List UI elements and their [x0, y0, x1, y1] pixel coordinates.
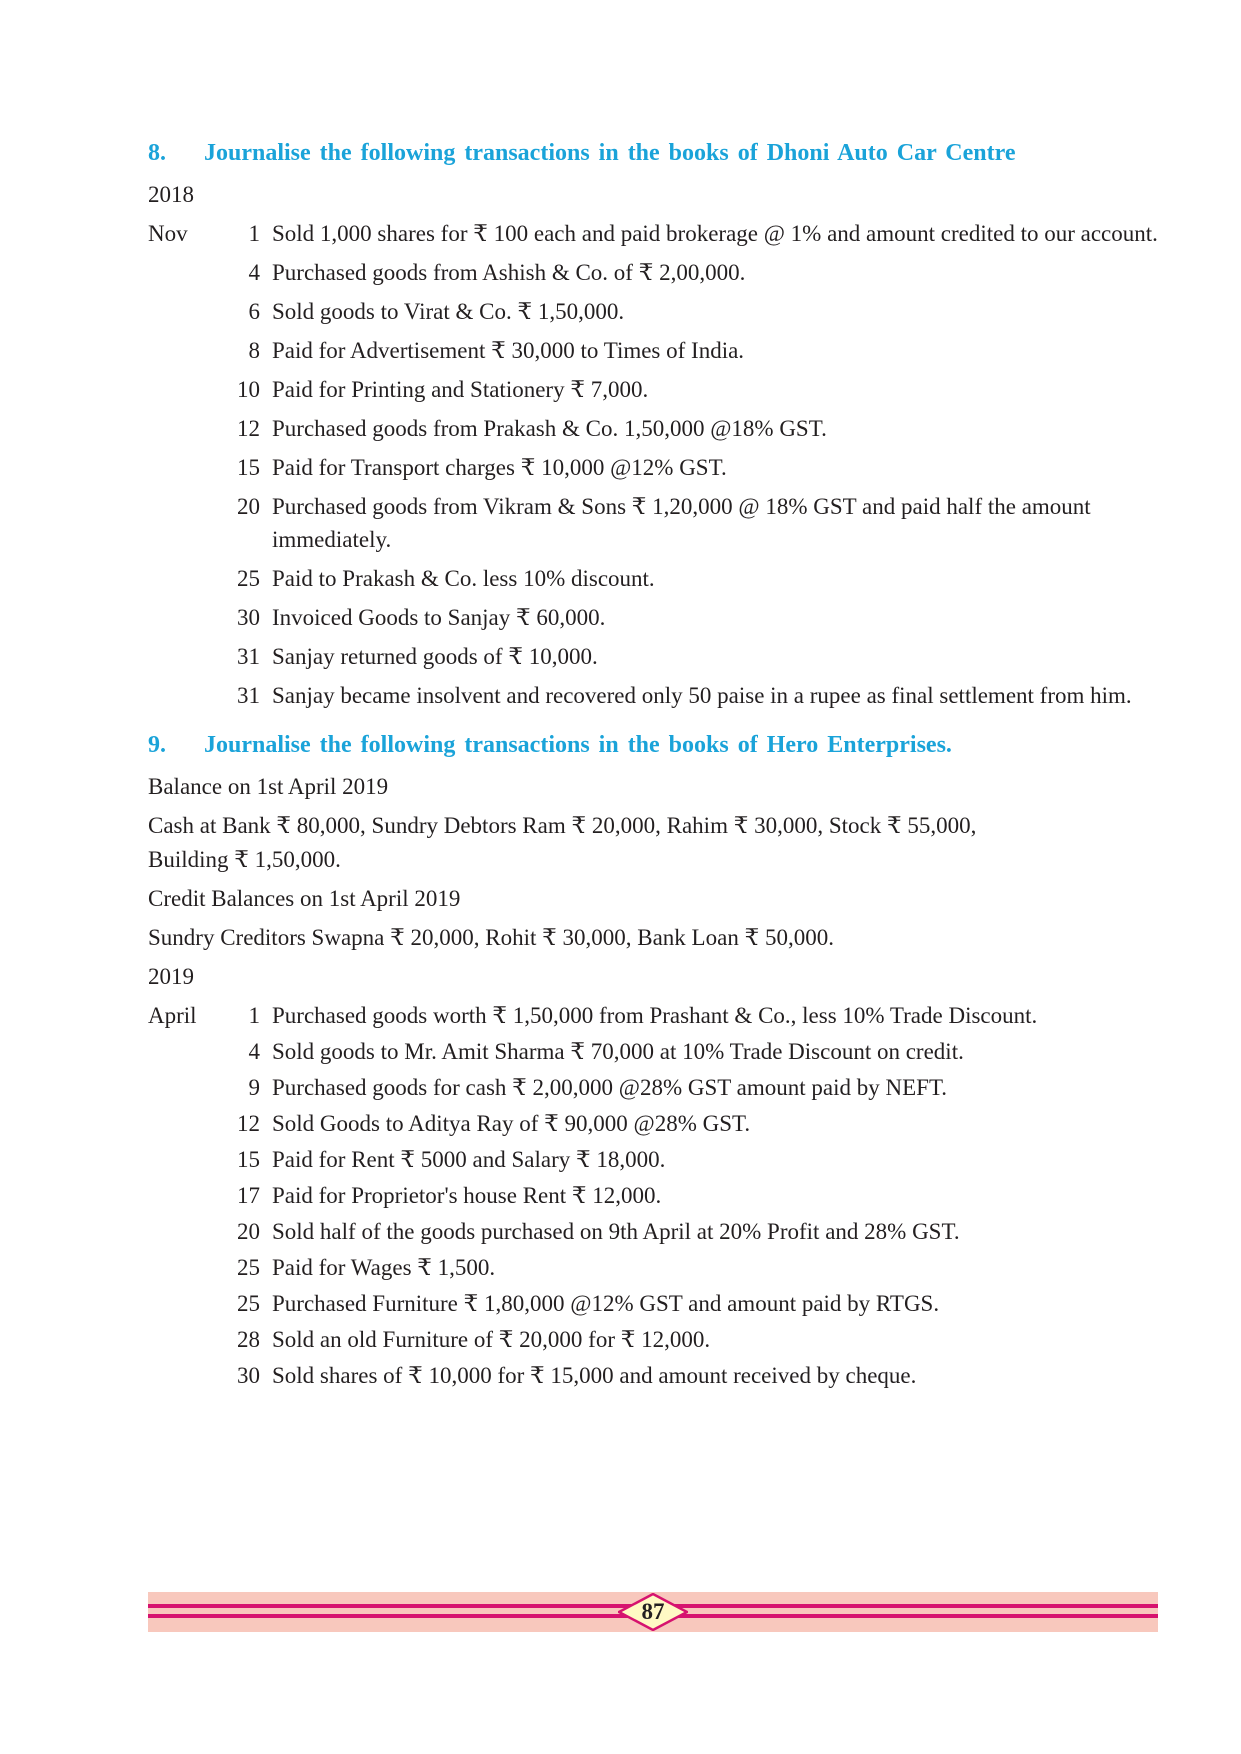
transaction-text: Paid for Printing and Stationery ₹ 7,000. — [272, 377, 649, 402]
transaction-list — [148, 217, 1158, 712]
transaction-row — [148, 1071, 1158, 1104]
day-label: 25 — [237, 1291, 260, 1316]
transaction-row — [148, 1035, 1158, 1068]
month-label — [148, 1035, 220, 1068]
transaction-text: Purchased goods from Prakash & Co. 1,50,000 @18% GST. — [272, 416, 827, 441]
transaction-text: Sold goods to Mr. Amit Sharma ₹ 70,000 at 10% Trade Discount on credit. — [272, 1039, 964, 1064]
page-footer — [148, 1592, 1158, 1632]
transaction-list — [148, 999, 1158, 1392]
transaction-row — [148, 640, 1158, 673]
question-title: Journalise the following transactions in the books of Hero Enterprises. — [204, 732, 952, 758]
day-label: 25 — [237, 1255, 260, 1280]
day-label: 6 — [248, 299, 260, 324]
transaction-row — [148, 1359, 1158, 1392]
question-8-heading — [148, 140, 1158, 178]
transaction-text: Purchased goods worth ₹ 1,50,000 from Prashant & Co., less 10% Trade Discount. — [272, 1003, 1038, 1028]
credit-line: Sundry Creditors Swapna ₹ 20,000, Rohit ₹ 30,000, Bank Loan ₹ 50,000. — [148, 925, 834, 950]
transaction-text: Sanjay became insolvent and recovered only 50 paise in a rupee as final settlement from him. — [272, 683, 1132, 708]
month-label — [148, 1359, 220, 1392]
question-title: Journalise the following transactions in the books of Dhoni Auto Car Centre — [204, 140, 1016, 166]
transaction-text: Paid for Wages ₹ 1,500. — [272, 1255, 496, 1280]
month-label: April — [148, 1003, 197, 1028]
day-label: 31 — [237, 644, 260, 669]
credit-title: Credit Balances on 1st April 2019 — [148, 886, 461, 911]
question-9-heading — [148, 732, 1158, 770]
day-label: 9 — [248, 1075, 260, 1100]
day-label: 31 — [237, 683, 260, 708]
transaction-text: Purchased goods from Vikram & Sons ₹ 1,20,000 @ 18% GST and paid half the amount immediately. — [272, 494, 1091, 552]
transaction-row — [148, 1179, 1158, 1212]
transaction-text: Purchased goods for cash ₹ 2,00,000 @28% GST amount paid by NEFT. — [272, 1075, 948, 1100]
transaction-row — [148, 217, 1158, 250]
transaction-text: Sold goods to Virat & Co. ₹ 1,50,000. — [272, 299, 625, 324]
day-label: 15 — [237, 455, 260, 480]
transaction-text: Paid for Advertisement ₹ 30,000 to Times of India. — [272, 338, 745, 363]
month-label — [148, 1071, 220, 1104]
day-label: 12 — [237, 416, 260, 441]
day-label: 1 — [248, 1003, 260, 1028]
transaction-text: Invoiced Goods to Sanjay ₹ 60,000. — [272, 605, 606, 630]
transaction-text: Sold 1,000 shares for ₹ 100 each and paid brokerage @ 1% and amount credited to our account. — [272, 221, 1158, 246]
transaction-row — [148, 1287, 1158, 1320]
transaction-row — [148, 1107, 1158, 1140]
transaction-text: Sold half of the goods purchased on 9th April at 20% Profit and 28% GST. — [272, 1219, 960, 1244]
day-label: 10 — [237, 377, 260, 402]
month-label — [148, 1287, 220, 1320]
transaction-text: Purchased Furniture ₹ 1,80,000 @12% GST and amount paid by RTGS. — [272, 1291, 940, 1316]
transaction-row — [148, 562, 1158, 595]
transaction-row — [148, 295, 1158, 328]
month-label — [148, 1143, 220, 1176]
day-label: 20 — [237, 1219, 260, 1244]
day-label: 15 — [237, 1147, 260, 1172]
month-label — [148, 490, 220, 556]
transaction-text: Sold shares of ₹ 10,000 for ₹ 15,000 and amount received by cheque. — [272, 1363, 917, 1388]
year-label: 2018 — [148, 182, 194, 207]
transaction-text: Purchased goods from Ashish & Co. of ₹ 2,00,000. — [272, 260, 746, 285]
transaction-text: Paid to Prakash & Co. less 10% discount. — [272, 566, 655, 591]
month-label — [148, 679, 220, 712]
transaction-row — [148, 1323, 1158, 1356]
transaction-text: Sold an old Furniture of ₹ 20,000 for ₹ 12,000. — [272, 1327, 711, 1352]
question-number: 8. — [148, 140, 166, 166]
transaction-text: Paid for Rent ₹ 5000 and Salary ₹ 18,000. — [272, 1147, 666, 1172]
day-label: 20 — [237, 494, 260, 519]
transaction-text: Paid for Transport charges ₹ 10,000 @12% GST. — [272, 455, 727, 480]
day-label: 8 — [248, 338, 260, 363]
transaction-row — [148, 1215, 1158, 1248]
transaction-row — [148, 334, 1158, 367]
day-label: 25 — [237, 566, 260, 591]
month-label — [148, 1251, 220, 1284]
day-label: 4 — [248, 1039, 260, 1064]
month-label — [148, 562, 220, 595]
day-label: 17 — [237, 1183, 260, 1208]
transaction-row — [148, 679, 1158, 712]
month-label — [148, 1179, 220, 1212]
day-label: 30 — [237, 605, 260, 630]
transaction-text: Sanjay returned goods of ₹ 10,000. — [272, 644, 598, 669]
transaction-row — [148, 412, 1158, 445]
balance-line: Building ₹ 1,50,000. — [148, 847, 341, 872]
day-label: 30 — [237, 1363, 260, 1388]
year-label: 2019 — [148, 964, 194, 989]
transaction-text: Paid for Proprietor's house Rent ₹ 12,000. — [272, 1183, 662, 1208]
balance-title: Balance on 1st April 2019 — [148, 774, 389, 799]
question-number: 9. — [148, 732, 166, 758]
month-label — [148, 640, 220, 673]
month-label — [148, 1215, 220, 1248]
month-label — [148, 295, 220, 328]
month-label — [148, 451, 220, 484]
transaction-row — [148, 601, 1158, 634]
month-label — [148, 601, 220, 634]
day-label: 12 — [237, 1111, 260, 1136]
day-label: 4 — [248, 260, 260, 285]
balance-line: Cash at Bank ₹ 80,000, Sundry Debtors Ram ₹ 20,000, Rahim ₹ 30,000, Stock ₹ 55,000, — [148, 813, 977, 838]
day-label: 1 — [248, 221, 260, 246]
month-label — [148, 334, 220, 367]
month-label — [148, 256, 220, 289]
page-number: 87 — [641, 1599, 665, 1624]
transaction-row — [148, 256, 1158, 289]
transaction-row — [148, 490, 1158, 556]
page-content — [148, 140, 1158, 1395]
transaction-row — [148, 999, 1158, 1032]
transaction-row — [148, 373, 1158, 406]
day-label: 28 — [237, 1327, 260, 1352]
month-label — [148, 373, 220, 406]
month-label — [148, 1323, 220, 1356]
transaction-row — [148, 1251, 1158, 1284]
month-label — [148, 412, 220, 445]
transaction-text: Sold Goods to Aditya Ray of ₹ 90,000 @28% GST. — [272, 1111, 751, 1136]
month-label — [148, 1107, 220, 1140]
transaction-row — [148, 1143, 1158, 1176]
month-label: Nov — [148, 221, 188, 246]
transaction-row — [148, 451, 1158, 484]
